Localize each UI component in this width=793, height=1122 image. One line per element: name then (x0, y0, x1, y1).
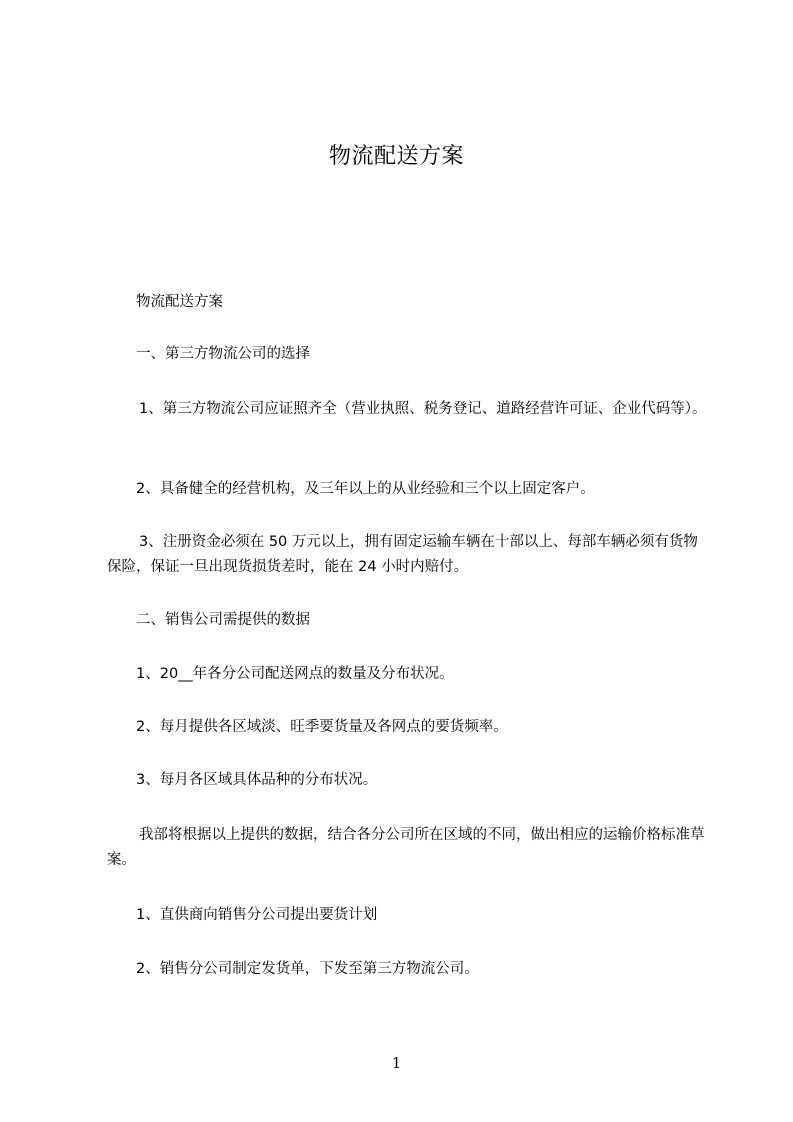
list-item: 1、20__年各分公司配送网点的数量及分布状况。 (136, 666, 454, 682)
list-item: 1、第三方物流公司应证照齐全（营业执照、税务登记、道路经营许可证、企业代码等）。 (139, 401, 707, 417)
list-item: 2、每月提供各区域淡、旺季要货量及各网点的要货频率。 (136, 719, 508, 735)
list-item: 3、注册资金必须在 50 万元以上，拥有固定运输车辆在十部以上、每部车辆必须有货物保险，保证一旦出现货损货差时，能在 24 小时内赔付。 (107, 534, 698, 575)
list-item: 3、每月各区域具体品种的分布状况。 (136, 772, 378, 788)
document-title: 物流配送方案 (328, 144, 464, 169)
section-heading-2: 二、销售公司需提供的数据 (136, 612, 310, 628)
paragraph: 我部将根据以上提供的数据，结合各分公司所在区域的不同，做出相应的运输价格标准草案。 (107, 827, 705, 868)
list-item: 1、直供商向销售分公司提出要货计划 (136, 907, 378, 923)
page-number: 1 (391, 1054, 402, 1072)
paragraph-heading-repeat: 物流配送方案 (136, 294, 223, 310)
list-item: 2、销售分公司制定发货单，下发至第三方物流公司。 (136, 961, 479, 977)
section-heading-1: 一、第三方物流公司的选择 (136, 346, 310, 362)
list-item: 2、具备健全的经营机构，及三年以上的从业经验和三个以上固定客户。 (136, 481, 595, 497)
